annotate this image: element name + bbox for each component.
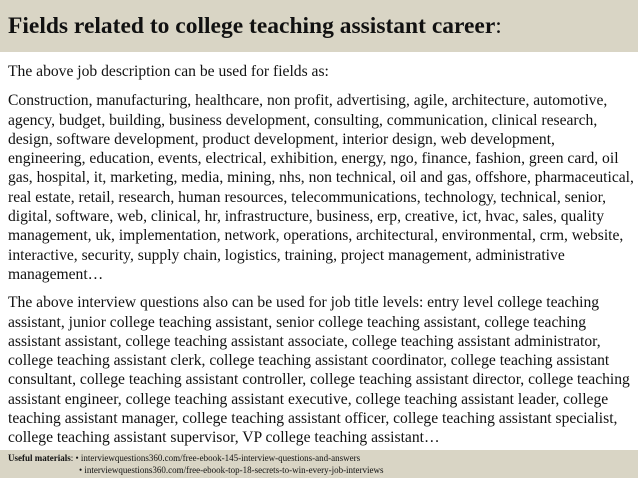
footer-line-2	[79, 465, 384, 476]
fields-paragraph: Construction, manufacturing, healthcare, non profit, advertising, agile, architecture, automotive, agency, budget, building, business development, consulting, communication, clinical research, design, software development, product development, interior design, web development, engineering, education, events, electrical, exhibition, energy, ngo, finance, fashion, green card, oil gas, hospital, it, marketing, media, mining, nhs, non technical, oil and gas, offshore, pharmaceutical, real estate, retail, research, human resources, telecommunications, technology, technical, senior, digital, software, web, clinical, hr, infrastructure, business, erp, creative, ict, hvac, sales, quality management, uk, implementation, network, operations, architectural, environmental, crm, website, interactive, security, supply chain, logistics, training, project management, administrative management…	[8, 92, 634, 283]
footer-link-2[interactable]: • interviewquestions360.com/free-ebook-top-18-secrets-to-win-every-job-interviews	[79, 465, 384, 475]
job-titles-paragraph: The above interview questions also can be used for job title levels: entry level college teaching assistant, junior college teaching assistant, senior college teaching assistant, college teaching assistant assistant, college teaching assistant associate, college teaching assistant administrator, college teaching assistant clerk, college teaching assistant coordinator, college teaching assistant consultant, college teaching assistant controller, college teaching assistant director, college teaching assistant engineer, college teaching assistant executive, college teaching assistant leader, college teaching assistant manager, college teaching assistant officer, college teaching assistant specialist, college teaching assistant supervisor, VP college teaching assistant…	[8, 294, 630, 447]
title-bar	[0, 0, 638, 52]
footer-label: Useful materials	[8, 453, 71, 463]
footer-link-1[interactable]: • interviewquestions360.com/free-ebook-145-interview-questions-and-answers	[75, 453, 361, 463]
footer-line-1	[8, 453, 360, 464]
page-title-text: Fields related to college teaching assistant career	[8, 13, 496, 39]
slide-content	[8, 62, 636, 457]
page-title	[8, 12, 502, 40]
page-title-colon: :	[495, 13, 502, 39]
footer-separator: :	[70, 453, 76, 463]
intro-paragraph: The above job description can be used for fields as:	[8, 63, 329, 80]
footer-bar	[0, 450, 638, 478]
